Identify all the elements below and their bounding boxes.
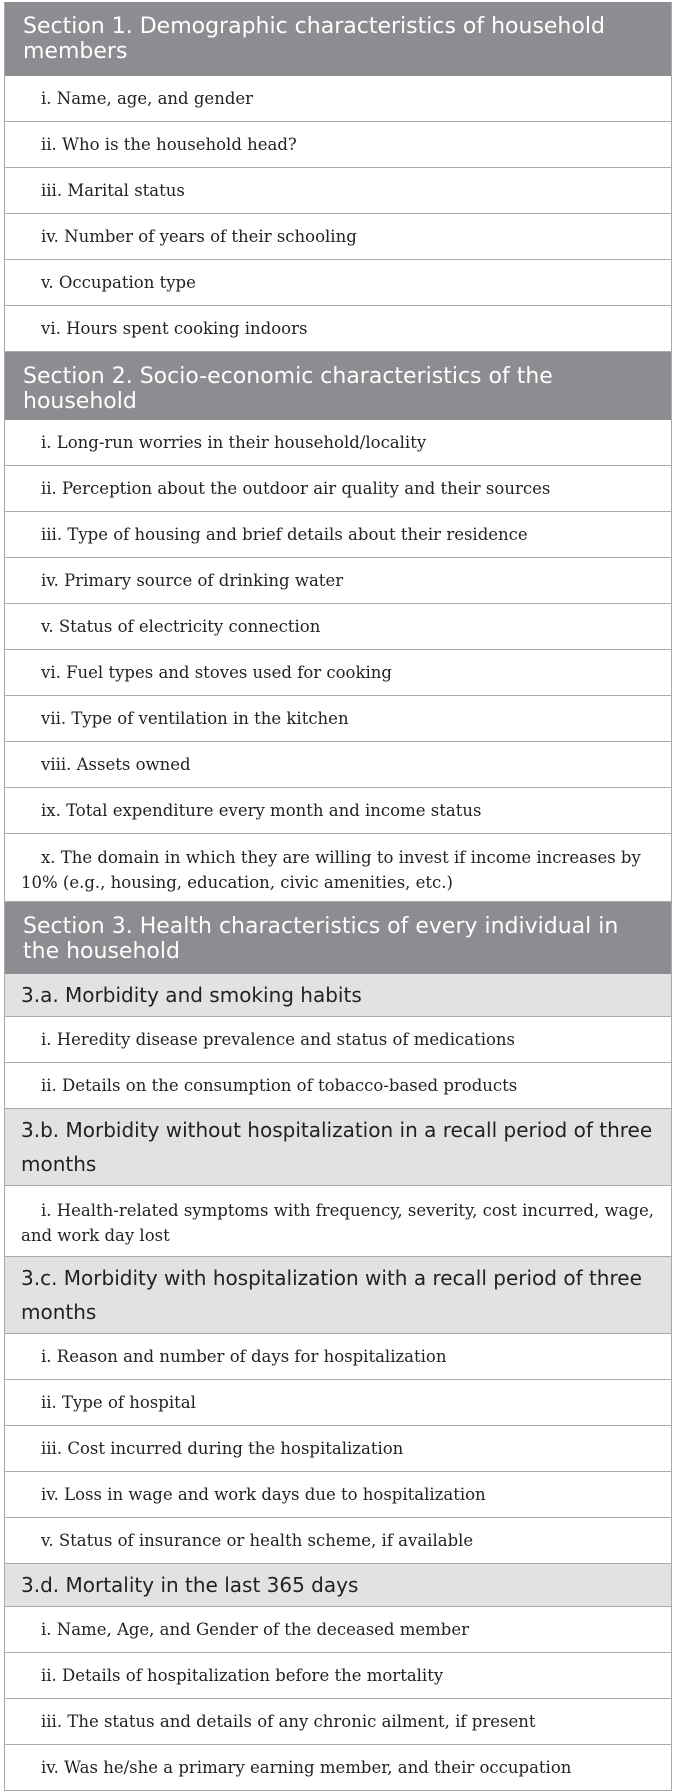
section-2-header: Section 2. Socio-economic characteristics of the household <box>5 352 671 420</box>
subsection-3b-item: i. Health-related symptoms with frequency, severity, cost incurred, wage, and work day lost <box>5 1186 671 1257</box>
section-1-header: Section 1. Demographic characteristics of household members <box>5 2 671 76</box>
section-2-item: ix. Total expenditure every month and income status <box>5 788 671 834</box>
section-1-item: vi. Hours spent cooking indoors <box>5 306 671 352</box>
section-1-item: v. Occupation type <box>5 260 671 306</box>
section-3-header: Section 3. Health characteristics of every individual in the household <box>5 902 671 974</box>
section-2-item: iii. Type of housing and brief details about their residence <box>5 512 671 558</box>
section-1-item: iii. Marital status <box>5 168 671 214</box>
subsection-3d-item: ii. Details of hospitalization before the mortality <box>5 1653 671 1699</box>
section-2-item: vii. Type of ventilation in the kitchen <box>5 696 671 742</box>
section-2-item: v. Status of electricity connection <box>5 604 671 650</box>
subsection-3c-item: iii. Cost incurred during the hospitalization <box>5 1426 671 1472</box>
section-1-item: iv. Number of years of their schooling <box>5 214 671 260</box>
subsection-3c-header: 3.c. Morbidity with hospitalization with a recall period of three months <box>5 1257 671 1334</box>
subsection-3a-item: ii. Details on the consumption of tobacco-based products <box>5 1063 671 1109</box>
section-2-item: vi. Fuel types and stoves used for cooking <box>5 650 671 696</box>
subsection-3d-item: iv. Was he/she a primary earning member, and their occupation <box>5 1745 671 1791</box>
section-1-item: ii. Who is the household head? <box>5 122 671 168</box>
section-2-item: i. Long-run worries in their household/locality <box>5 420 671 466</box>
subsection-3c-item: v. Status of insurance or health scheme, if available <box>5 1518 671 1564</box>
subsection-3a-item: i. Heredity disease prevalence and status of medications <box>5 1017 671 1063</box>
subsection-3d-header: 3.d. Mortality in the last 365 days <box>5 1564 671 1607</box>
subsection-3c-item: ii. Type of hospital <box>5 1380 671 1426</box>
subsection-3c-item: iv. Loss in wage and work days due to hospitalization <box>5 1472 671 1518</box>
section-2-item: x. The domain in which they are willing to invest if income increases by 10% (e.g., housing, education, civic amenities, etc.) <box>5 834 671 902</box>
section-2-item: ii. Perception about the outdoor air quality and their sources <box>5 466 671 512</box>
subsection-3b-header: 3.b. Morbidity without hospitalization in a recall period of three months <box>5 1109 671 1186</box>
section-1-item: i. Name, age, and gender <box>5 76 671 122</box>
subsection-3d-item: i. Name, Age, and Gender of the deceased member <box>5 1607 671 1653</box>
questionnaire-table <box>4 2 672 1791</box>
subsection-3c-item: i. Reason and number of days for hospitalization <box>5 1334 671 1380</box>
section-2-item: iv. Primary source of drinking water <box>5 558 671 604</box>
subsection-3a-header: 3.a. Morbidity and smoking habits <box>5 974 671 1017</box>
subsection-3d-item: iii. The status and details of any chronic ailment, if present <box>5 1699 671 1745</box>
section-2-item: viii. Assets owned <box>5 742 671 788</box>
